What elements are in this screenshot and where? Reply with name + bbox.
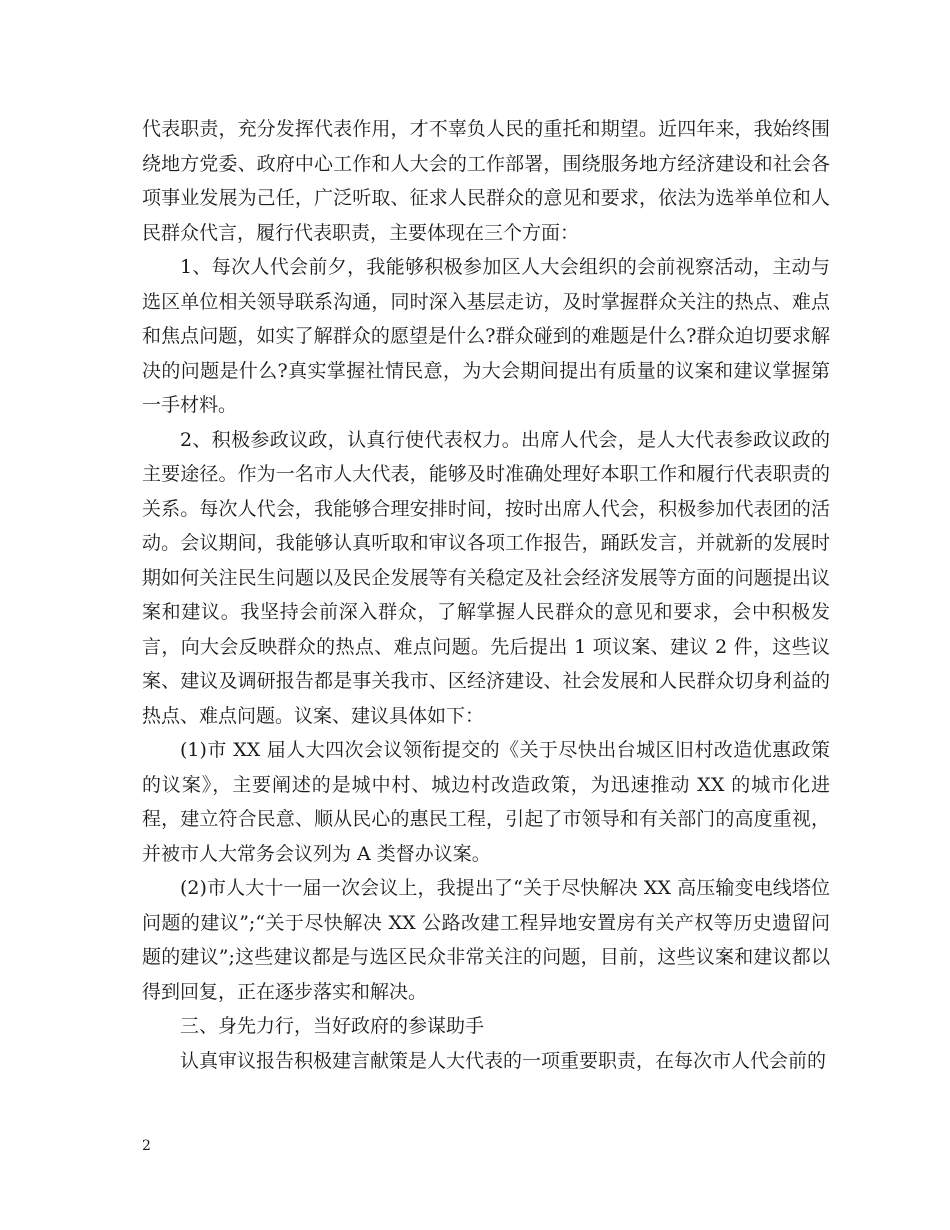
document-body	[142, 112, 830, 1078]
paragraph-subitem-1: (1)市 XX 届人大四次会议领衔提交的《关于尽快出台城区旧村改造优惠政策的议案》，主要阐述的是城中村、城边村改造政策，为迅速推动 XX 的城市化进程，建立符合民意、顺从民心的惠民工程，引起了市领导和有关部门的高度重视，并被市人大常务会议列为 A 类督办议案。	[142, 739, 830, 865]
paragraph-continuation: 代表职责，充分发挥代表作用，才不辜负人民的重托和期望。近四年来，我始终围绕地方党委、政府中心工作和人大会的工作部署，围绕服务地方经济建设和社会各项事业发展为己任，广泛听取、征求人民群众的意见和要求，依法为选举单位和人民群众代言，履行代表职责，主要体现在三个方面：	[142, 118, 830, 244]
paragraph-subitem-2: (2)市人大十一届一次会议上，我提出了“关于尽快解决 XX 高压输变电线塔位问题的建议”;“关于尽快解决 XX 公路改建工程异地安置房有关产权等历史遗留问题的建议”;这些建议都是与选区民众非常关注的问题，目前，这些议案和建议都以得到回复，正在逐步落实和解决。	[142, 877, 830, 1003]
paragraph-item-1: 1、每次人代会前夕，我能够积极参加区人大会组织的会前视察活动，主动与选区单位相关领导联系沟通，同时深入基层走访，及时掌握群众关注的热点、难点和焦点问题，如实了解群众的愿望是什么?群众碰到的难题是什么?群众迫切要求解决的问题是什么?真实掌握社情民意，为大会期间提出有质量的议案和建议掌握第一手材料。	[142, 256, 830, 416]
section-heading-3: 三、身先力行，当好政府的参谋助手	[180, 1015, 485, 1037]
paragraph-section-3-intro: 认真审议报告积极建言献策是人大代表的一项重要职责，在每次市人代会前的	[180, 1049, 827, 1072]
paragraph-item-2: 2、积极参政议政，认真行使代表权力。出席人代会，是人大代表参政议政的主要途径。作为一名市人大代表，能够及时准确处理好本职工作和履行代表职责的关系。每次人代会，我能够合理安排时间，按时出席人代会，积极参加代表团的活动。会议期间，我能够认真听取和审议各项工作报告，踊跃发言，并就新的发展时期如何关注民生问题以及民企发展等有关稳定及社会经济发展等方面的问题提出议案和建议。我坚持会前深入群众，了解掌握人民群众的意见和要求，会中积极发言，向大会反映群众的热点、难点问题。先后提出 1 项议案、建议 2 件，这些议案、建议及调研报告都是事关我市、区经济建设、社会发展和人民群众切身利益的热点、难点问题。议案、建议具体如下：	[142, 428, 830, 727]
page-number: 2	[142, 1138, 151, 1154]
